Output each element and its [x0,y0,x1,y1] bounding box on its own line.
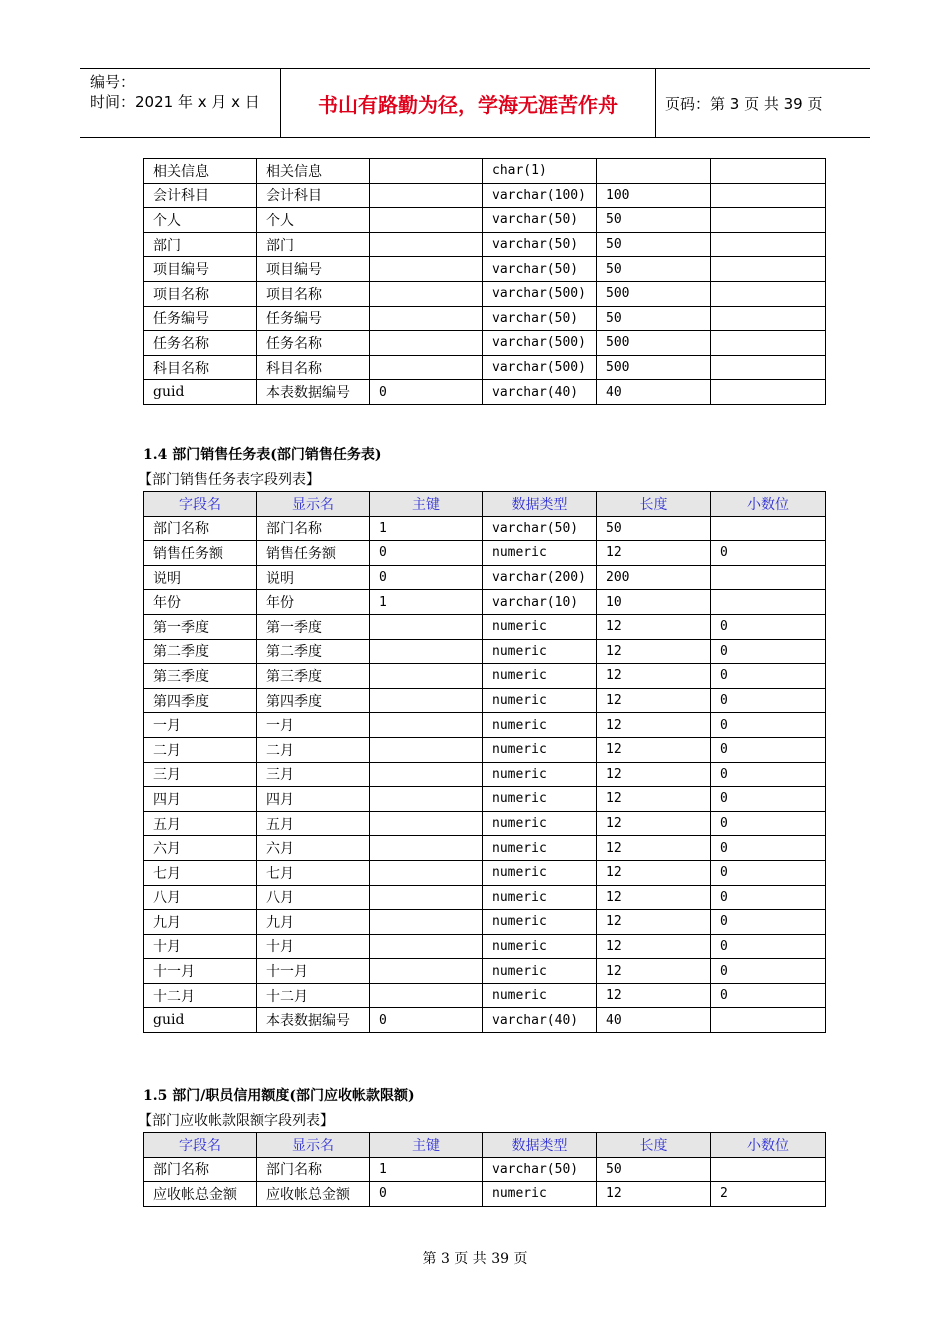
table-cell: 50 [597,232,711,257]
table-row [144,516,826,541]
table-cell: 0 [711,614,826,639]
table-cell: 500 [597,331,711,356]
table-cell [711,183,826,208]
table-cell: 12 [597,983,711,1008]
table-cell: guid [144,380,257,405]
table-cell [711,516,826,541]
table-cell [711,257,826,282]
table-cell: 年份 [257,590,370,615]
section-heading-1-4: 1.4 部门销售任务表(部门销售任务表) [143,447,382,463]
table-row [144,836,826,861]
table-cell: 七月 [144,860,257,885]
table-cell: 应收帐总金额 [257,1182,370,1207]
table-cell: 12 [597,639,711,664]
table-row [144,306,826,331]
table-cell: 12 [597,737,711,762]
table-cell [370,306,483,331]
table-row [144,787,826,812]
table-cell: 1 [370,516,483,541]
table-cell [370,257,483,282]
table-cell: 0 [370,1182,483,1207]
header-meta [80,69,280,137]
table-cell: 1 [370,590,483,615]
table-cell: 四月 [257,787,370,812]
table-cell: 12 [597,762,711,787]
table-cell: 12 [597,959,711,984]
table-cell: 部门名称 [257,1157,370,1182]
table-cell: 十月 [144,934,257,959]
table-cell: varchar(50) [483,257,597,282]
column-header: 主键 [370,1133,483,1158]
table-cell: varchar(50) [483,516,597,541]
table-cell: 0 [711,639,826,664]
table-cell [370,614,483,639]
table-cell: 0 [711,787,826,812]
table-cell: numeric [483,983,597,1008]
table-cell: 科目名称 [144,355,257,380]
page-footer: 第 3 页 共 39 页 [422,1251,528,1267]
table-cell: 12 [597,811,711,836]
table-cell: numeric [483,959,597,984]
table-cell [370,639,483,664]
table-cell: numeric [483,737,597,762]
column-header: 字段名 [144,492,257,517]
table-caption-1-4: 【部门销售任务表字段列表】 [138,472,320,488]
table-cell: 第二季度 [144,639,257,664]
table-cell: 相关信息 [144,159,257,184]
table-cell [711,1157,826,1182]
table-cell: 年份 [144,590,257,615]
table-cell: numeric [483,1182,597,1207]
table-row [144,590,826,615]
table-cell: numeric [483,639,597,664]
table-cell: 销售任务额 [144,541,257,566]
table-cell: varchar(40) [483,380,597,405]
table-row [144,281,826,306]
table-header-row [144,1133,826,1158]
table-cell: numeric [483,762,597,787]
table-cell: 项目名称 [257,281,370,306]
table-row [144,541,826,566]
table-cell [370,983,483,1008]
table-cell: 五月 [257,811,370,836]
table-cell: 50 [597,257,711,282]
table-cell [370,811,483,836]
column-header: 显示名 [257,1133,370,1158]
table-cell [370,737,483,762]
table-row [144,713,826,738]
table-cell: 0 [711,811,826,836]
table-cell [370,208,483,233]
table-cell: 会计科目 [257,183,370,208]
table-cell: 0 [711,934,826,959]
table-cell [370,860,483,885]
table-row [144,565,826,590]
table-cell: char(1) [483,159,597,184]
table-cell: 50 [597,1157,711,1182]
table-cell: 12 [597,614,711,639]
table-cell: varchar(10) [483,590,597,615]
table-row [144,885,826,910]
table-cell: 部门 [144,232,257,257]
table-cell [370,664,483,689]
table-row [144,664,826,689]
table-cell: varchar(200) [483,565,597,590]
table-cell [370,934,483,959]
table-cell: 200 [597,565,711,590]
table-cell: 12 [597,934,711,959]
table-cell: varchar(50) [483,232,597,257]
table-cell: 二月 [257,737,370,762]
table-cell: 九月 [144,910,257,935]
table-cell: 任务名称 [144,331,257,356]
table-caption-1-5: 【部门应收帐款限额字段列表】 [138,1113,334,1129]
table-cell: 项目名称 [144,281,257,306]
table-cell: 三月 [257,762,370,787]
table-header-row [144,492,826,517]
table-cell: 12 [597,541,711,566]
table-cell: 10 [597,590,711,615]
table-cell: numeric [483,811,597,836]
table-cell: 500 [597,281,711,306]
table-row [144,762,826,787]
table-row [144,811,826,836]
table-cell: 会计科目 [144,183,257,208]
table-cell: 九月 [257,910,370,935]
table-cell [370,787,483,812]
table-cell: numeric [483,885,597,910]
table-cell: 40 [597,1008,711,1033]
table-cell: 第三季度 [257,664,370,689]
table-cell: varchar(50) [483,1157,597,1182]
table-cell: 12 [597,885,711,910]
column-header: 数据类型 [483,1133,597,1158]
table-row [144,355,826,380]
table-cell: 0 [370,565,483,590]
table-cell [370,281,483,306]
table-row [144,380,826,405]
table-cell: 100 [597,183,711,208]
field-table-continued [143,158,826,405]
table-cell: 部门名称 [144,1157,257,1182]
table-cell: 六月 [144,836,257,861]
table-cell: 0 [711,688,826,713]
table-cell: 十二月 [257,983,370,1008]
table-cell: varchar(50) [483,306,597,331]
table-cell: 500 [597,355,711,380]
table-cell: 0 [711,836,826,861]
table-cell: 12 [597,688,711,713]
table-row [144,737,826,762]
table-cell: 一月 [257,713,370,738]
table-cell [370,910,483,935]
table-row [144,232,826,257]
table-cell: 一月 [144,713,257,738]
column-header: 长度 [597,1133,711,1158]
table-cell: 50 [597,208,711,233]
table-cell [711,590,826,615]
table-cell: 第四季度 [257,688,370,713]
table-cell: 第一季度 [257,614,370,639]
table-cell: 八月 [257,885,370,910]
table-cell: 0 [370,541,483,566]
table-row [144,688,826,713]
table-cell [370,183,483,208]
table-cell: 二月 [144,737,257,762]
table-row [144,860,826,885]
table-cell: 个人 [144,208,257,233]
table-row [144,1182,826,1207]
header-slogan: 书山有路勤为径，学海无涯苦作舟 [280,69,656,137]
table-cell: 部门 [257,232,370,257]
table-cell: 六月 [257,836,370,861]
table-cell: varchar(500) [483,281,597,306]
table-cell: 本表数据编号 [257,1008,370,1033]
table-cell: numeric [483,688,597,713]
table-cell: varchar(40) [483,1008,597,1033]
table-cell: 第四季度 [144,688,257,713]
column-header: 小数位 [711,492,826,517]
table-cell: 0 [370,1008,483,1033]
table-row [144,331,826,356]
table-cell: 五月 [144,811,257,836]
table-cell: 第一季度 [144,614,257,639]
table-cell: 科目名称 [257,355,370,380]
table-cell: numeric [483,787,597,812]
column-header: 小数位 [711,1133,826,1158]
table-cell: 0 [711,860,826,885]
table-cell: 0 [711,737,826,762]
table-row [144,983,826,1008]
table-row [144,159,826,184]
table-cell: 部门名称 [257,516,370,541]
table-cell [711,159,826,184]
table-cell: varchar(500) [483,355,597,380]
table-cell: numeric [483,860,597,885]
table-cell [711,355,826,380]
table-cell: 0 [711,885,826,910]
table-cell [370,688,483,713]
table-cell: 12 [597,836,711,861]
table-cell: varchar(100) [483,183,597,208]
table-cell: numeric [483,541,597,566]
table-cell: 1 [370,1157,483,1182]
table-cell: 第三季度 [144,664,257,689]
table-cell: 七月 [257,860,370,885]
table-cell: 40 [597,380,711,405]
table-cell: 任务编号 [144,306,257,331]
table-cell: numeric [483,713,597,738]
table-cell: 任务名称 [257,331,370,356]
table-cell: 说明 [257,565,370,590]
table-row [144,910,826,935]
table-cell: numeric [483,664,597,689]
table-cell [370,355,483,380]
table-cell: 0 [711,959,826,984]
table-cell: 0 [711,541,826,566]
table-cell [711,232,826,257]
table-cell: numeric [483,910,597,935]
table-row [144,208,826,233]
table-cell: numeric [483,614,597,639]
table-cell: 应收帐总金额 [144,1182,257,1207]
table-cell: numeric [483,934,597,959]
table-cell: 0 [370,380,483,405]
table-cell: 0 [711,983,826,1008]
column-header: 主键 [370,492,483,517]
column-header: 字段名 [144,1133,257,1158]
table-cell: 12 [597,860,711,885]
table-cell [597,159,711,184]
table-cell [711,380,826,405]
header-page-info: 页码：第 3 页 共 39 页 [665,94,823,113]
table-cell: 十二月 [144,983,257,1008]
table-row [144,639,826,664]
table-cell [711,1008,826,1033]
table-cell: 销售任务额 [257,541,370,566]
table-cell: 2 [711,1182,826,1207]
table-cell [370,713,483,738]
table-row [144,257,826,282]
table-cell: 四月 [144,787,257,812]
table-cell [711,565,826,590]
table-cell: 三月 [144,762,257,787]
page-header [80,68,870,138]
table-cell: 0 [711,762,826,787]
table-cell [370,762,483,787]
table-cell [370,836,483,861]
column-header: 显示名 [257,492,370,517]
table-cell: varchar(50) [483,208,597,233]
table-cell: 12 [597,910,711,935]
table-cell: 十一月 [144,959,257,984]
table-cell [370,159,483,184]
table-cell: 12 [597,787,711,812]
table-cell: 第二季度 [257,639,370,664]
table-cell: 个人 [257,208,370,233]
header-number-label: 编号： [90,73,136,91]
table-cell: guid [144,1008,257,1033]
table-cell: 本表数据编号 [257,380,370,405]
table-cell [711,281,826,306]
table-cell [711,306,826,331]
table-cell [711,331,826,356]
table-row [144,1008,826,1033]
table-cell: 十一月 [257,959,370,984]
table-cell: 部门名称 [144,516,257,541]
table-cell: varchar(500) [483,331,597,356]
table-cell: 50 [597,516,711,541]
table-row [144,934,826,959]
column-header: 数据类型 [483,492,597,517]
table-row [144,614,826,639]
table-cell: 12 [597,713,711,738]
table-cell: 50 [597,306,711,331]
table-cell: 12 [597,1182,711,1207]
table-cell: 十月 [257,934,370,959]
field-table-receivable-limit [143,1132,826,1207]
table-cell: 任务编号 [257,306,370,331]
table-cell [370,885,483,910]
table-cell [711,208,826,233]
table-cell: 说明 [144,565,257,590]
table-cell [370,959,483,984]
table-cell: 12 [597,664,711,689]
table-row [144,959,826,984]
table-cell [370,232,483,257]
table-cell [370,331,483,356]
table-row [144,183,826,208]
table-cell: 八月 [144,885,257,910]
table-cell: 0 [711,664,826,689]
table-cell: 0 [711,910,826,935]
table-cell: 项目编号 [144,257,257,282]
table-cell: numeric [483,836,597,861]
field-table-sales-task [143,491,826,1033]
column-header: 长度 [597,492,711,517]
table-cell: 项目编号 [257,257,370,282]
header-time-label: 时间：2021 年 x 月 x 日 [90,93,260,111]
section-heading-1-5: 1.5 部门/职员信用额度(部门应收帐款限额) [143,1088,415,1104]
table-cell: 相关信息 [257,159,370,184]
table-row [144,1157,826,1182]
table-cell: 0 [711,713,826,738]
